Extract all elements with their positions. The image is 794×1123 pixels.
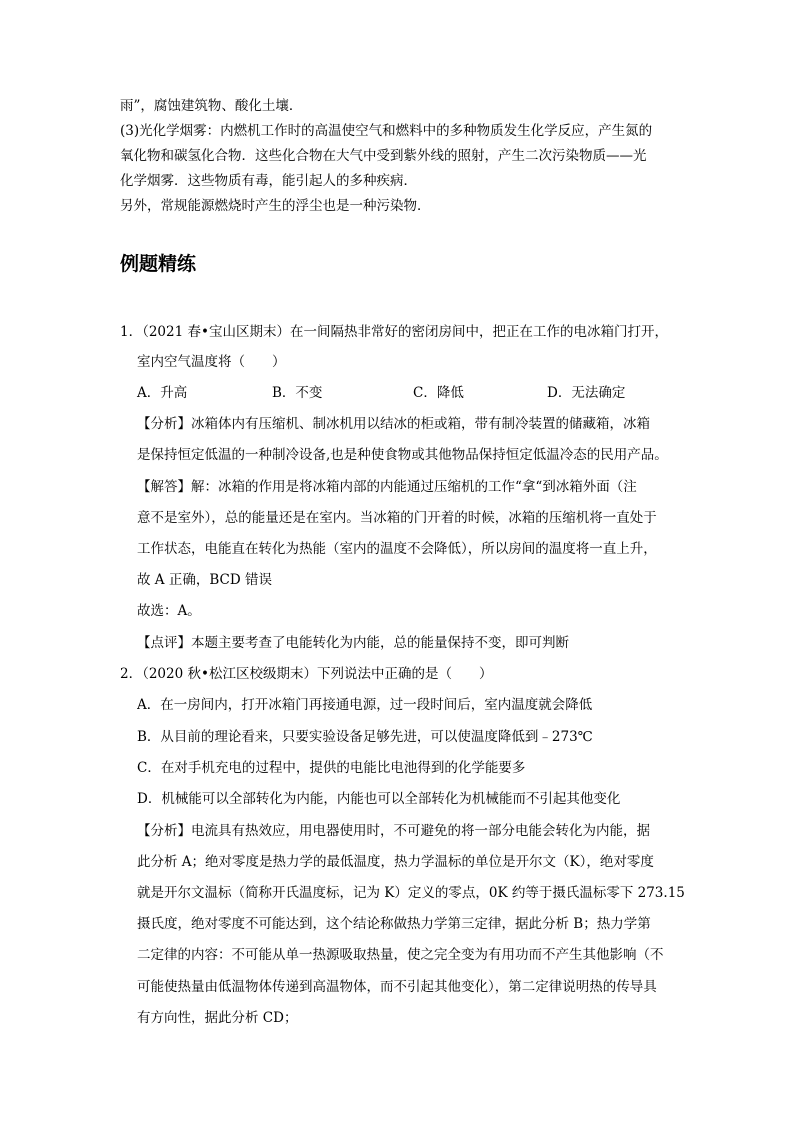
q2-analysis-line-2: 此分析 A；绝对零度是热力学的最低温度，热力学温标的单位是开尔文（K），绝对零度 — [137, 854, 654, 870]
q1-option-d: D．无法确定 — [547, 385, 626, 401]
q1-analysis-line-2: 是保持恒定低温的一种制冷设备,也是种使食物或其他物品保持恒定低温冷态的民用产品。 — [137, 447, 668, 463]
intro-line-4: 化学烟雾．这些物质有毒，能引起人的多种疾病． — [120, 173, 417, 189]
q1-option-b: B．不变 — [272, 385, 323, 401]
q1-answer-line-1: 【解答】解：冰箱的作用是将冰箱内部的内能通过压缩机的工作“拿“到冰箱外面（注 — [137, 479, 637, 495]
q1-answer-line-2: 意不是室外），总的能量还是在室内。当冰箱的门开着的时候，冰箱的压缩机将一直处于 — [137, 510, 657, 526]
q2-analysis-line-3: 就是开尔文温标（简称开氏温度标，记为 K）定义的零点，0K 约等于摄氏温标零下 273.15 — [137, 885, 685, 901]
q1-analysis-line-1: 【分析】冰箱体内有压缩机、制冰机用以结冰的柜或箱，带有制冷装置的储藏箱，冰箱 — [137, 416, 650, 432]
intro-line-3: 氧化物和碳氢化合物．这些化合物在大气中受到紫外线的照射，产生二次污染物质——光 — [120, 148, 647, 164]
q1-comment: 【点评】本题主要考查了电能转化为内能，总的能量保持不变，即可判断 — [137, 635, 569, 651]
q2-analysis-line-5: 二定律的内容：不可能从单一热源吸取热量，使之完全变为有用功而不产生其他影响（不 — [137, 947, 664, 963]
q2-option-c: C．在对手机充电的过程中，提供的电能比电池得到的化学能要多 — [137, 760, 526, 776]
q1-choice: 故选：A。 — [137, 603, 201, 619]
q1-answer-line-3: 工作状态，电能直在转化为热能（室内的温度不会降低），所以房间的温度将一直上升， — [137, 541, 657, 557]
q2-analysis-line-7: 有方向性，据此分析 CD； — [137, 1010, 298, 1026]
q2-analysis-line-1: 【分析】电流具有热效应，用电器使用时，不可避免的将一部分电能会转化为内能，据 — [137, 823, 650, 839]
q2-option-d: D．机械能可以全部转化为内能，内能也可以全部转化为机械能而不引起其他变化 — [137, 791, 621, 807]
q2-analysis-line-4: 摄氏度，绝对零度不可能达到，这个结论称做热力学第三定律，据此分析 B；热力学第 — [137, 916, 651, 932]
q2-stem: 2．（2020 秋•松江区校级期末）下列说法中正确的是（ ） — [120, 666, 493, 682]
q1-stem-line-1: 1．（2021 春•宝山区期末）在一间隔热非常好的密闭房间中，把正在工作的电冰箱门打开， — [120, 324, 668, 340]
q2-analysis-line-6: 可能使热量由低温物体传递到高温物体，而不引起其他变化），第二定律说明热的传导具 — [137, 979, 657, 995]
q2-option-b: B．从目前的理论看来，只要实验设备足够先进，可以使温度降低到﹣273℃ — [137, 729, 593, 745]
q1-answer-line-4: 故 A 正确，BCD 错误 — [137, 572, 272, 588]
q2-option-a: A．在一房间内，打开冰箱门再接通电源，过一段时间后，室内温度就会降低 — [137, 697, 593, 713]
intro-line-1: 雨”，腐蚀建筑物、酸化土壤． — [120, 98, 303, 114]
q1-option-a: A．升高 — [137, 385, 188, 401]
q1-stem-line-2: 室内空气温度将（ ） — [137, 354, 286, 370]
intro-line-2: (3)光化学烟雾：内燃机工作时的高温使空气和燃料中的多种物质发生化学反应，产生氮的 — [120, 123, 653, 139]
q1-option-c: C．降低 — [413, 385, 464, 401]
intro-line-5: 另外，常规能源燃烧时产生的浮尘也是一种污染物． — [120, 198, 431, 214]
section-title: 例题精练 — [120, 253, 197, 275]
